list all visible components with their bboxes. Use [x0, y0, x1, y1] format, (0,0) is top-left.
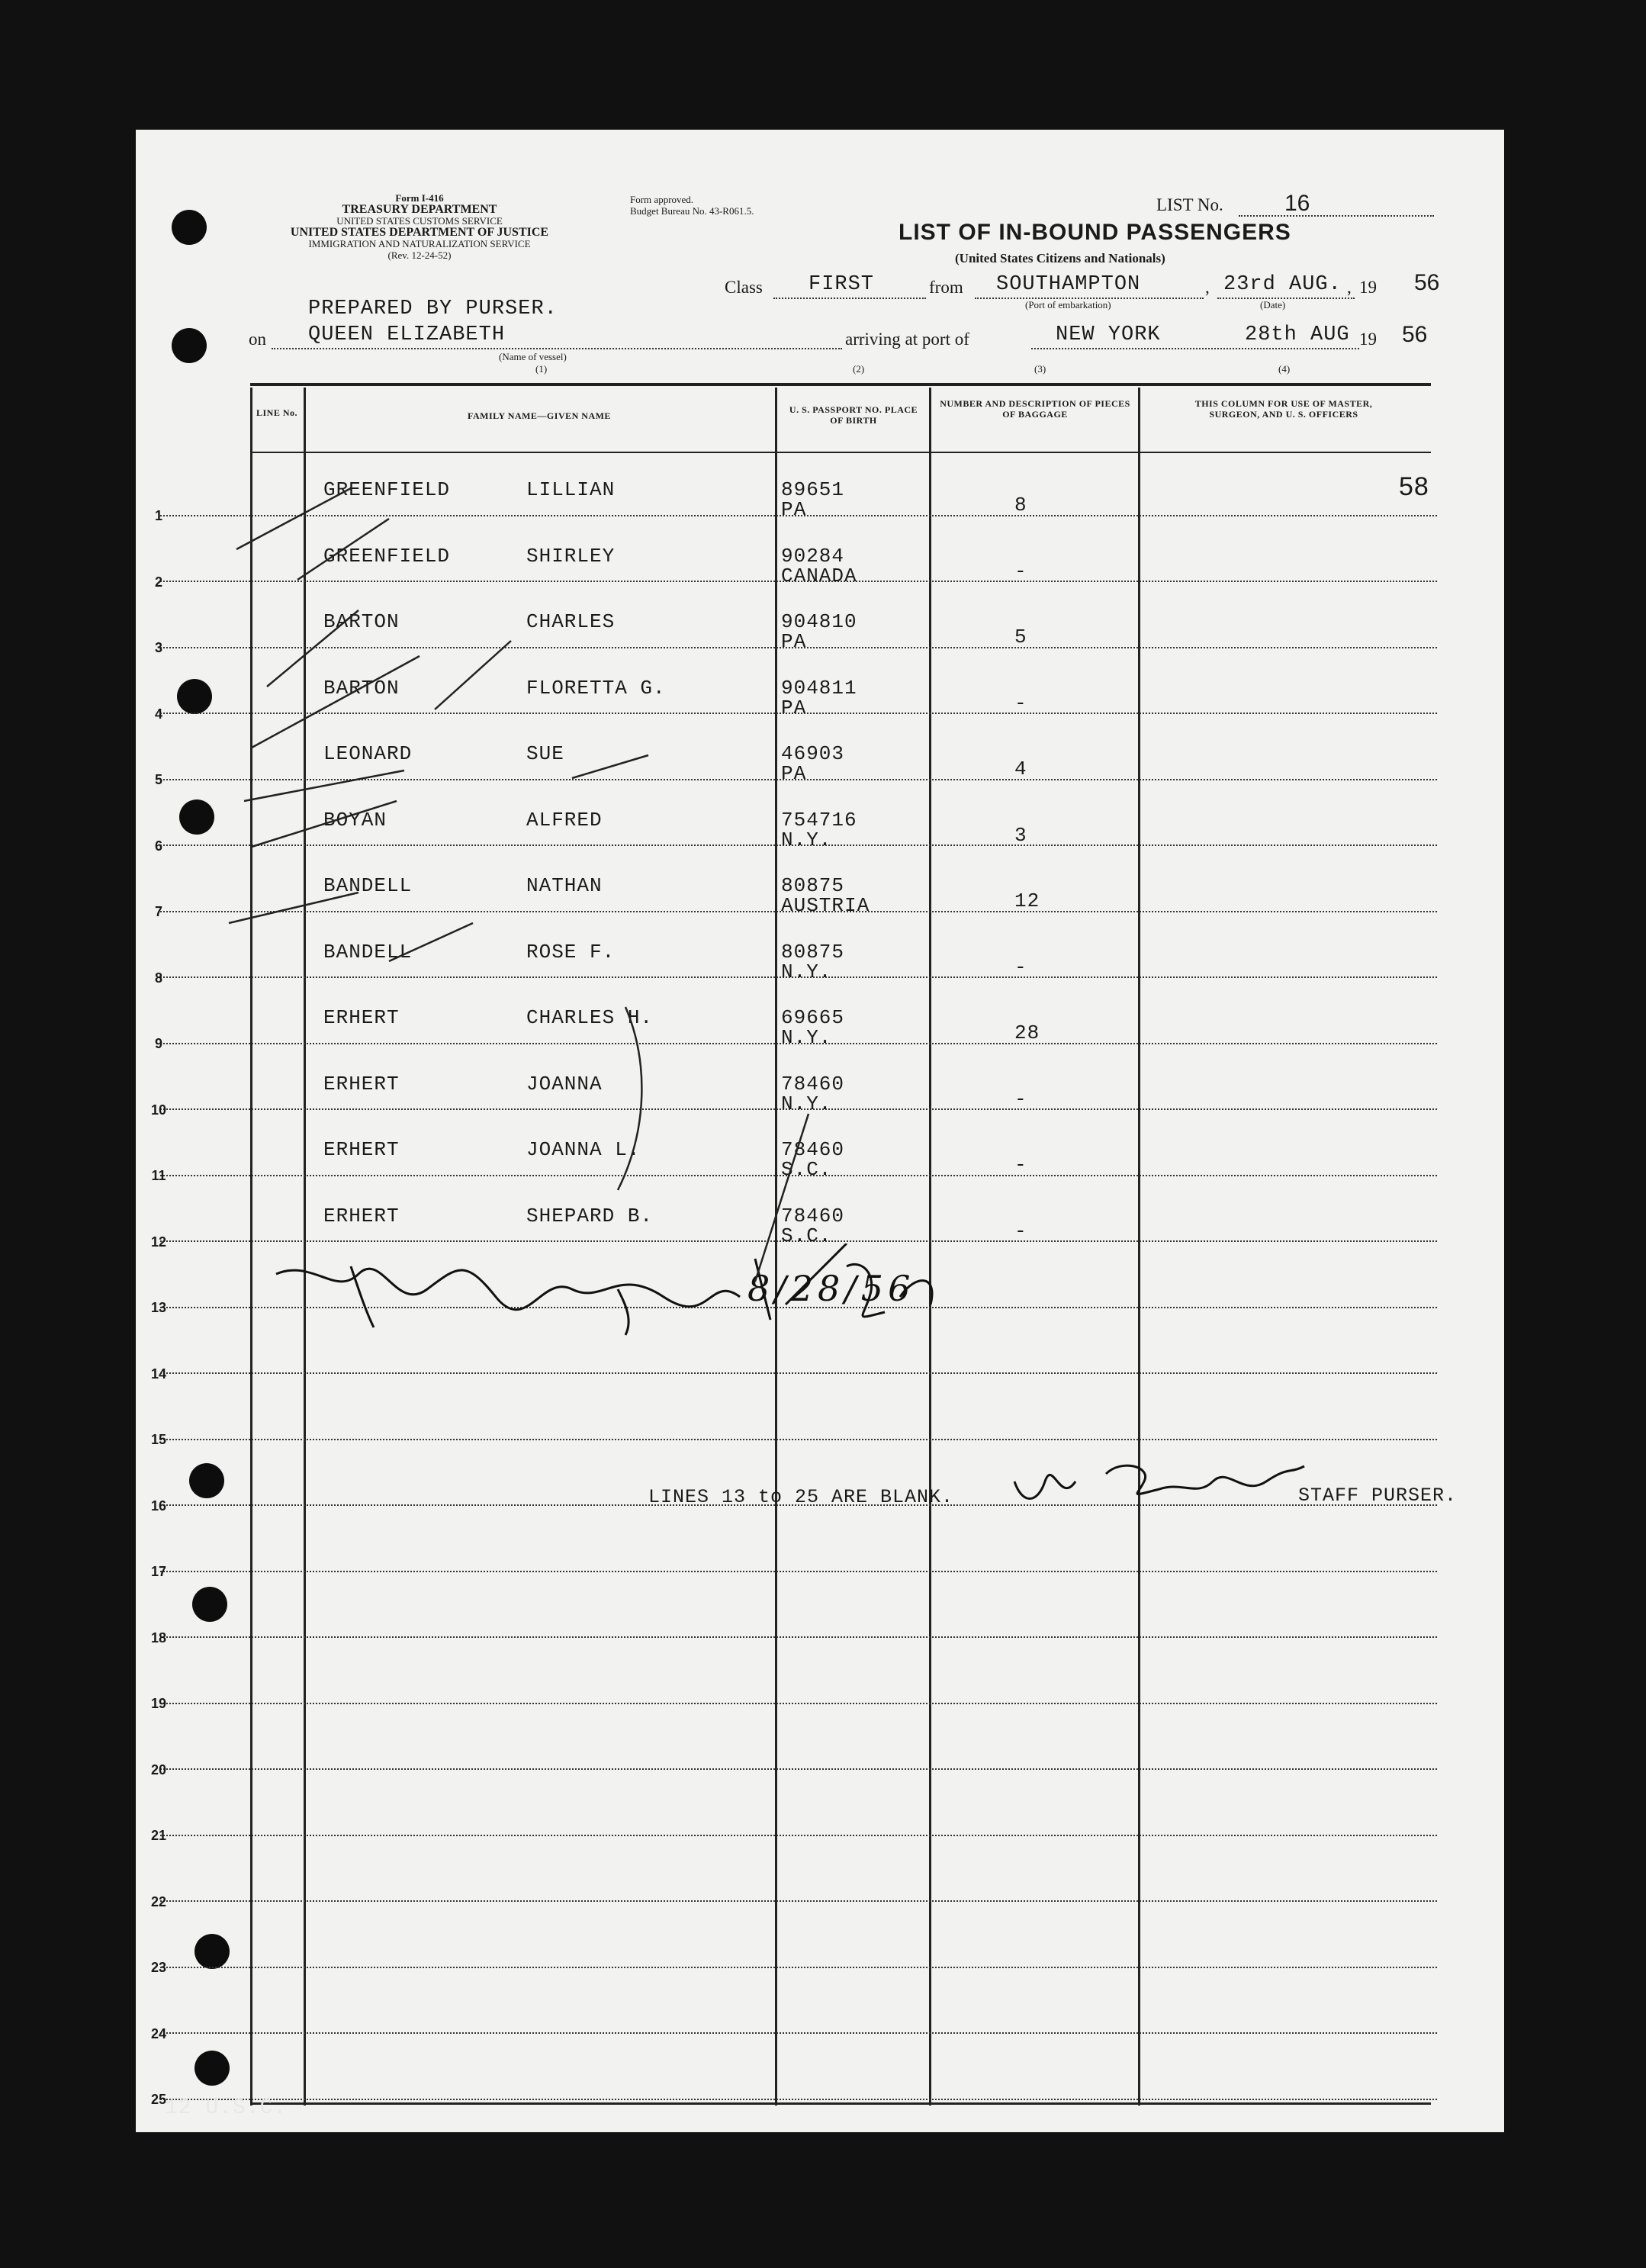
line-number: 23	[150, 1960, 167, 1975]
place-of-birth: PA	[781, 762, 807, 785]
line-number: 24	[150, 2025, 167, 2041]
table-top-border	[250, 383, 1431, 386]
place-of-birth: N.Y.	[781, 960, 832, 983]
document-title: LIST OF IN-BOUND PASSENGERS	[899, 220, 1291, 245]
given-name: SHEPARD B.	[526, 1204, 654, 1227]
date-year-prefix: 19	[1359, 278, 1377, 297]
departure-date: 23rd AUG.	[1223, 273, 1342, 296]
punch-hole	[189, 1463, 224, 1498]
line-number: 12	[150, 1234, 167, 1250]
col-header-line: LINE No.	[256, 407, 297, 418]
date-year: 56	[1414, 270, 1440, 295]
passport-number: 78460	[781, 1204, 845, 1227]
line-number: 22	[150, 1893, 167, 1909]
margin-check-marks	[221, 458, 847, 1297]
passport-number: 78460	[781, 1072, 845, 1095]
line-number: 8	[154, 970, 162, 986]
place-of-birth: CANADA	[781, 564, 857, 587]
list-no-line	[1239, 215, 1434, 217]
place-of-birth: N.Y.	[781, 1026, 832, 1049]
col-num-4: (4)	[1278, 363, 1291, 375]
passport-number: 754716	[781, 808, 857, 832]
line-number: 18	[150, 1629, 167, 1646]
passport-number: 89651	[781, 478, 845, 501]
place-of-birth: S.C.	[781, 1158, 832, 1181]
line-number: 2	[154, 574, 162, 590]
family-name: BANDELL	[323, 940, 413, 963]
row-rule	[160, 1703, 1437, 1704]
place-of-birth: PA	[781, 498, 807, 521]
baggage-count: -	[1014, 559, 1027, 583]
given-name: FLORETTA G.	[526, 676, 666, 700]
document-subtitle: (United States Citizens and Nationals)	[955, 251, 1165, 265]
budget-bureau: Budget Bureau No. 43-R061.5.	[630, 205, 754, 217]
family-name: ERHERT	[323, 1204, 400, 1227]
punch-hole	[172, 210, 207, 245]
punch-hole	[179, 799, 214, 835]
class-label: Class	[725, 278, 763, 297]
line-number: 20	[150, 1761, 167, 1777]
passport-number: 69665	[781, 1006, 845, 1029]
row-rule	[160, 1636, 1437, 1638]
col-num-2: (2)	[853, 363, 865, 375]
baggage-count: -	[1014, 955, 1027, 979]
passport-number: 80875	[781, 874, 845, 897]
family-name: BARTON	[323, 610, 400, 633]
passport-number: 46903	[781, 742, 845, 765]
line-number: 15	[150, 1432, 167, 1447]
line-number: 10	[150, 1102, 167, 1118]
row-rule	[160, 1900, 1437, 1902]
family-name: BARTON	[323, 676, 400, 700]
passport-number: 78460	[781, 1138, 845, 1161]
line-number: 6	[154, 838, 162, 854]
list-no-label: LIST No.	[1156, 195, 1223, 214]
given-name: ALFRED	[526, 808, 603, 832]
baggage-count: 4	[1014, 758, 1027, 780]
customs-service: UNITED STATES CUSTOMS SERVICE	[336, 215, 503, 227]
col-header-passport: U. S. PASSPORT NO. PLACE OF BIRTH	[789, 404, 918, 426]
place-of-birth: PA	[781, 630, 807, 653]
row-rule	[160, 1372, 1437, 1374]
row-rule	[160, 2099, 1437, 2100]
vessel-name: QUEEN ELIZABETH	[308, 323, 506, 346]
line-number: 16	[150, 1498, 167, 1514]
baggage-count: -	[1014, 1153, 1027, 1176]
justice-dept: UNITED STATES DEPARTMENT OF JUSTICE	[290, 226, 549, 239]
officer-note: 58	[1399, 472, 1429, 501]
row-rule	[160, 1835, 1437, 1836]
given-name: SUE	[526, 742, 564, 765]
port-of-embarkation-caption: (Port of embarkation)	[1025, 299, 1111, 310]
family-name: ERHERT	[323, 1138, 400, 1161]
line-number: 9	[154, 1036, 162, 1051]
line-number: 13	[150, 1300, 167, 1315]
baggage-count: -	[1014, 1219, 1027, 1243]
port-of-embarkation: SOUTHAMPTON	[996, 273, 1141, 296]
passport-number: 904811	[781, 676, 857, 700]
passport-number: 904810	[781, 610, 857, 633]
from-label: from	[929, 278, 963, 297]
margin-code: 12 U.S.C.	[165, 2096, 288, 2120]
list-number: 16	[1284, 191, 1310, 216]
line-number: 11	[151, 1168, 166, 1183]
punch-hole	[172, 328, 207, 363]
punch-hole	[194, 2051, 230, 2086]
family-name: BOYAN	[323, 808, 387, 832]
family-name: ERHERT	[323, 1006, 400, 1029]
on-label: on	[249, 330, 266, 349]
approval-block	[630, 194, 754, 217]
vessel-col-num: (1)	[535, 363, 548, 375]
line-number: 3	[154, 640, 162, 655]
given-name: ROSE F.	[526, 940, 616, 963]
port-line	[1031, 348, 1359, 349]
col-header-name: FAMILY NAME—GIVEN NAME	[468, 410, 611, 421]
class-line	[773, 298, 926, 299]
line-number: 17	[150, 1564, 167, 1579]
family-name: BANDELL	[323, 874, 413, 897]
given-name: JOANNA L.	[526, 1138, 641, 1161]
form-number: Form I-416	[395, 192, 444, 204]
row-rule	[160, 2032, 1437, 2034]
line-number: 7	[154, 904, 162, 919]
given-name: CHARLES H.	[526, 1006, 654, 1029]
arrival-year-prefix: 19	[1359, 330, 1377, 349]
date-line	[1217, 298, 1355, 299]
family-name: LEONARD	[323, 742, 413, 765]
given-name: SHIRLEY	[526, 544, 616, 568]
line-number: 21	[150, 1828, 167, 1843]
passport-number: 90284	[781, 544, 845, 568]
arrival-date: 28th AUG	[1245, 323, 1350, 346]
family-name: GREENFIELD	[323, 478, 451, 501]
given-name: CHARLES	[526, 610, 616, 633]
officers-col-border	[1138, 388, 1140, 2106]
given-name: LILLIAN	[526, 478, 616, 501]
line-number: 25	[150, 2092, 167, 2107]
baggage-count: 8	[1014, 494, 1027, 516]
place-of-birth: N.Y.	[781, 1092, 832, 1115]
vessel-line	[272, 348, 842, 349]
form-approved: Form approved.	[630, 194, 694, 205]
given-name: JOANNA	[526, 1072, 603, 1095]
date-comma: ,	[1347, 278, 1352, 297]
arrival-port: NEW YORK	[1056, 323, 1161, 346]
treasury-dept: TREASURY DEPARTMENT	[342, 203, 497, 216]
given-name: NATHAN	[526, 874, 603, 897]
baggage-count: -	[1014, 1087, 1027, 1111]
prepared-by: PREPARED BY PURSER.	[308, 298, 558, 320]
line-number: 4	[154, 706, 162, 722]
baggage-count: 12	[1014, 890, 1040, 912]
place-of-birth: AUSTRIA	[781, 894, 870, 917]
vessel-caption: (Name of vessel)	[499, 351, 567, 362]
arrival-year: 56	[1402, 322, 1428, 347]
family-name: ERHERT	[323, 1072, 400, 1095]
class-value: FIRST	[809, 273, 875, 296]
col-num-3: (3)	[1034, 363, 1046, 375]
line-number: 1	[154, 508, 162, 523]
row-rule	[160, 1768, 1437, 1770]
place-of-birth: S.C.	[781, 1224, 832, 1247]
handwritten-date: 8/28/56	[747, 1268, 915, 1309]
date-caption: (Date)	[1260, 299, 1286, 310]
blank-lines-note: LINES 13 to 25 ARE BLANK.	[648, 1486, 954, 1508]
header-separator	[252, 452, 1431, 453]
col-header-officers: THIS COLUMN FOR USE OF MASTER, SURGEON, AND U. S. OFFICERS	[1194, 398, 1373, 420]
line-number: 19	[150, 1696, 167, 1711]
line-number: 5	[154, 772, 162, 787]
baggage-count: 3	[1014, 823, 1027, 847]
col-header-baggage: NUMBER AND DESCRIPTION OF PIECES OF BAGGAGE	[940, 398, 1130, 420]
place-of-birth: N.Y.	[781, 828, 832, 851]
form-header-agencies	[244, 192, 595, 261]
punch-hole	[177, 679, 212, 714]
punch-hole	[194, 1934, 230, 1969]
punch-hole	[192, 1587, 227, 1622]
baggage-count: -	[1014, 691, 1027, 715]
line-number: 14	[150, 1366, 167, 1382]
baggage-count: 28	[1014, 1021, 1040, 1044]
row-rule	[160, 1571, 1437, 1572]
passport-number: 80875	[781, 940, 845, 963]
comma: ,	[1205, 278, 1210, 297]
revision-date: (Rev. 12-24-52)	[387, 249, 452, 261]
arriving-label: arriving at port of	[845, 330, 969, 349]
baggage-count: 5	[1014, 626, 1027, 648]
place-of-birth: PA	[781, 696, 807, 719]
table-bottom-border	[250, 2102, 1431, 2105]
purser-signature	[999, 1451, 1320, 1512]
row-rule	[160, 1967, 1437, 1968]
family-name: GREENFIELD	[323, 544, 451, 568]
staff-purser: STAFF PURSER.	[1298, 1485, 1458, 1507]
ins-service: IMMIGRATION AND NATURALIZATION SERVICE	[308, 238, 531, 249]
row-rule	[160, 1439, 1437, 1440]
